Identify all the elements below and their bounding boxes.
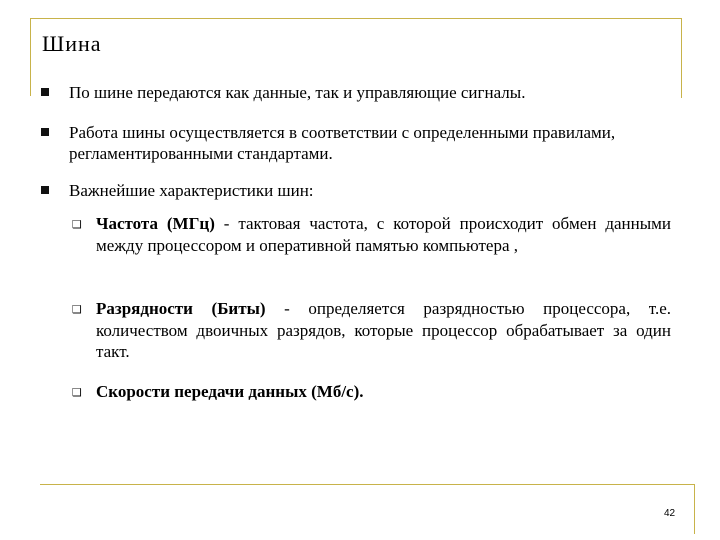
sub-bullet-term: Скорости передачи данных (Мб/с). (96, 382, 364, 401)
frame-line-left (30, 18, 31, 96)
frame-line-right (681, 18, 682, 98)
bullet-text: Работа шины осуществляется в соответствии с определенными правилами, регламентированными стандартами. (69, 123, 616, 163)
frame-line-top (30, 18, 682, 19)
sub-bullet-term: Частота (МГц) (96, 214, 215, 233)
bullet-text: Важнейшие характеристики шин: (69, 181, 314, 200)
sub-bullet-text (96, 213, 671, 256)
sub-bullet-description: - тактовая частота, с которой происходит обмен данными между процессором и оперативной памятью компьютера , (96, 214, 672, 255)
slide-title: Шина (42, 31, 102, 56)
square-bullet-icon (41, 186, 49, 194)
square-bullet-icon (41, 88, 49, 96)
checkbox-square-icon: ❑ (72, 218, 82, 231)
checkbox-square-icon: ❑ (72, 386, 82, 399)
square-bullet-icon (41, 128, 49, 136)
page-number: 42 (664, 508, 676, 519)
frame-line-bottom (40, 484, 695, 485)
checkbox-square-icon: ❑ (72, 303, 82, 316)
sub-bullet-term: Разрядности (Биты) (96, 299, 266, 318)
bullet-text: По шине передаются как данные, так и управляющие сигналы. (69, 83, 526, 102)
sub-bullet-text (96, 381, 671, 403)
sub-bullet-text (96, 298, 671, 363)
sub-bullet-description: - определяется разрядностью процессора, т.е. количеством двоичных разрядов, которые процессор обрабатывает за один такт. (96, 299, 671, 361)
frame-line-bottom-right (694, 484, 695, 534)
